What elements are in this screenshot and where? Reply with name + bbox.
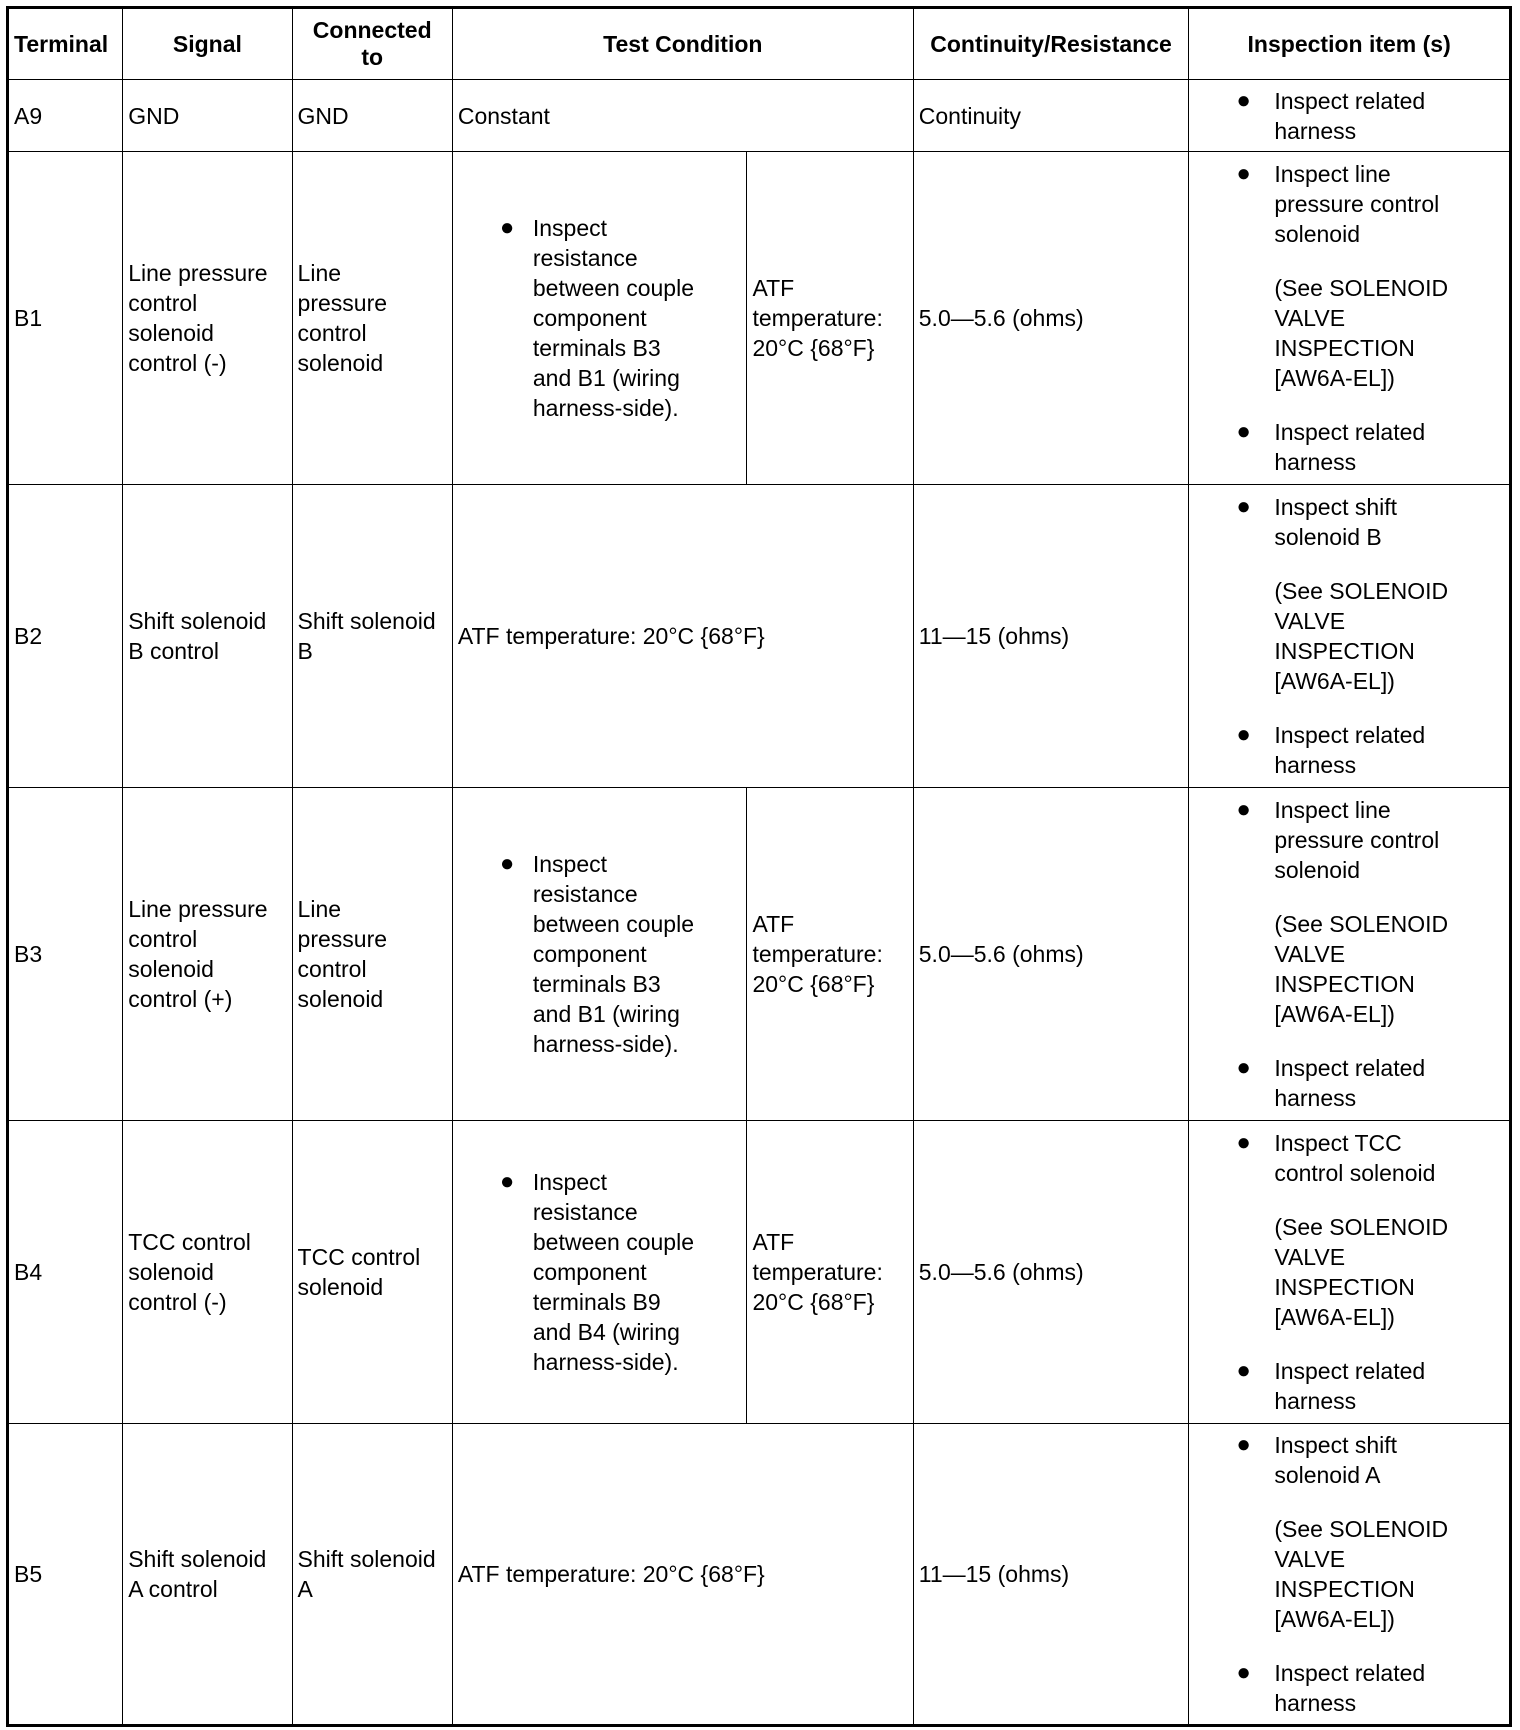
bullet-icon: ● [1236,418,1251,445]
inspection-note: (See SOLENOID VALVE INSPECTION [AW6A-EL]) [1274,911,1449,1027]
header-terminal: Terminal [8,8,123,80]
bullet-icon: ● [1236,1357,1251,1384]
inspection-cell [1189,485,1511,788]
condition-cell [452,788,747,1121]
inspection-note: (See SOLENOID VALVE INSPECTION [AW6A-EL]) [1274,578,1449,694]
inspection-cell [1189,788,1511,1121]
inspection-item: ● Inspect TCC control solenoid [1236,1129,1436,1186]
terminal-cell: B4 [8,1121,123,1424]
continuity-cell: Continuity [913,80,1189,152]
continuity-cell: 5.0—5.6 (ohms) [913,152,1189,485]
inspection-cell [1189,1424,1511,1726]
terminal-cell: B1 [8,152,123,485]
bullet-icon: ● [499,1168,515,1195]
bullet-icon: ● [1236,1431,1251,1458]
connected-cell: Line pressure control solenoid [292,152,452,485]
inspection-item: ● Inspect related harness [1236,418,1426,475]
inspection-cell [1189,1121,1511,1424]
condition-item: ● Inspect resistance between couple component terminals B9 and B4 (wiring harness-side). [499,1168,694,1375]
table-row [8,485,1511,788]
inspection-item: ● Inspect shift solenoid B [1236,493,1398,550]
continuity-cell: 5.0—5.6 (ohms) [913,1121,1189,1424]
condition-cell: ATF temperature: 20°C {68°F} [452,485,913,788]
condition-cell: ATF temperature: 20°C {68°F} [452,1424,913,1726]
terminal-cell: B2 [8,485,123,788]
table-row [8,152,1511,485]
header-signal: Signal [123,8,292,80]
header-row [8,8,1511,80]
header-inspection: Inspection item (s) [1189,8,1511,80]
inspection-item: ● Inspect shift solenoid A [1236,1431,1398,1488]
connected-cell: TCC control solenoid [292,1121,452,1424]
bullet-icon: ● [1236,493,1251,520]
table-row [8,788,1511,1121]
bullet-icon: ● [1236,1659,1251,1686]
continuity-cell: 11—15 (ohms) [913,485,1189,788]
table-row [8,1121,1511,1424]
inspection-item: ● Inspect line pressure control solenoid [1236,796,1440,883]
condition-temp-cell: ATF temperature: 20°C {68°F} [747,788,913,1121]
terminal-cell: B3 [8,788,123,1121]
inspection-note: (See SOLENOID VALVE INSPECTION [AW6A-EL]) [1274,1516,1449,1632]
inspection-item: ● Inspect related harness [1236,721,1426,778]
signal-cell: Line pressure control solenoid control (-) [123,152,292,485]
bullet-icon: ● [499,850,515,877]
terminal-cell: A9 [8,80,123,152]
terminal-cell: B5 [8,1424,123,1726]
inspection-item: ● Inspect related harness [1236,1659,1426,1716]
signal-cell: GND [123,80,292,152]
signal-cell: Shift solenoid A control [123,1424,292,1726]
connected-cell: Line pressure control solenoid [292,788,452,1121]
condition-item: ● Inspect resistance between couple component terminals B3 and B1 (wiring harness-side). [499,214,694,421]
bullet-icon: ● [1236,721,1251,748]
inspection-note: (See SOLENOID VALVE INSPECTION [AW6A-EL]) [1274,1214,1449,1330]
connected-cell: GND [292,80,452,152]
inspection-item: ● Inspect related harness [1236,86,1426,144]
bullet-icon: ● [1236,86,1251,114]
header-test-condition: Test Condition [452,8,913,80]
terminal-inspection-table [6,6,1512,1727]
bullet-icon: ● [1236,1054,1251,1081]
continuity-cell: 5.0—5.6 (ohms) [913,788,1189,1121]
connected-cell: Shift solenoid B [292,485,452,788]
inspection-item: ● Inspect line pressure control solenoid [1236,160,1440,247]
signal-cell: Line pressure control solenoid control (+) [123,788,292,1121]
continuity-cell: 11—15 (ohms) [913,1424,1189,1726]
condition-cell [452,1121,747,1424]
table-row [8,1424,1511,1726]
condition-temp-cell: ATF temperature: 20°C {68°F} [747,152,913,485]
bullet-icon: ● [1236,1129,1251,1156]
inspection-item: ● Inspect related harness [1236,1357,1426,1414]
condition-temp-cell: ATF temperature: 20°C {68°F} [747,1121,913,1424]
table-row [8,80,1511,152]
bullet-icon: ● [1236,160,1251,187]
condition-cell [452,152,747,485]
condition-cell: Constant [452,80,913,152]
inspection-cell [1189,152,1511,485]
header-connected-to: Connected to [292,8,452,80]
bullet-icon: ● [499,214,515,241]
connected-cell: Shift solenoid A [292,1424,452,1726]
signal-cell: TCC control solenoid control (-) [123,1121,292,1424]
header-continuity: Continuity/Resistance [913,8,1189,80]
condition-item: ● Inspect resistance between couple component terminals B3 and B1 (wiring harness-side). [499,850,694,1057]
inspection-note: (See SOLENOID VALVE INSPECTION [AW6A-EL]) [1274,275,1449,391]
signal-cell: Shift solenoid B control [123,485,292,788]
inspection-item: ● Inspect related harness [1236,1054,1426,1111]
inspection-cell [1189,80,1511,152]
bullet-icon: ● [1236,796,1251,823]
